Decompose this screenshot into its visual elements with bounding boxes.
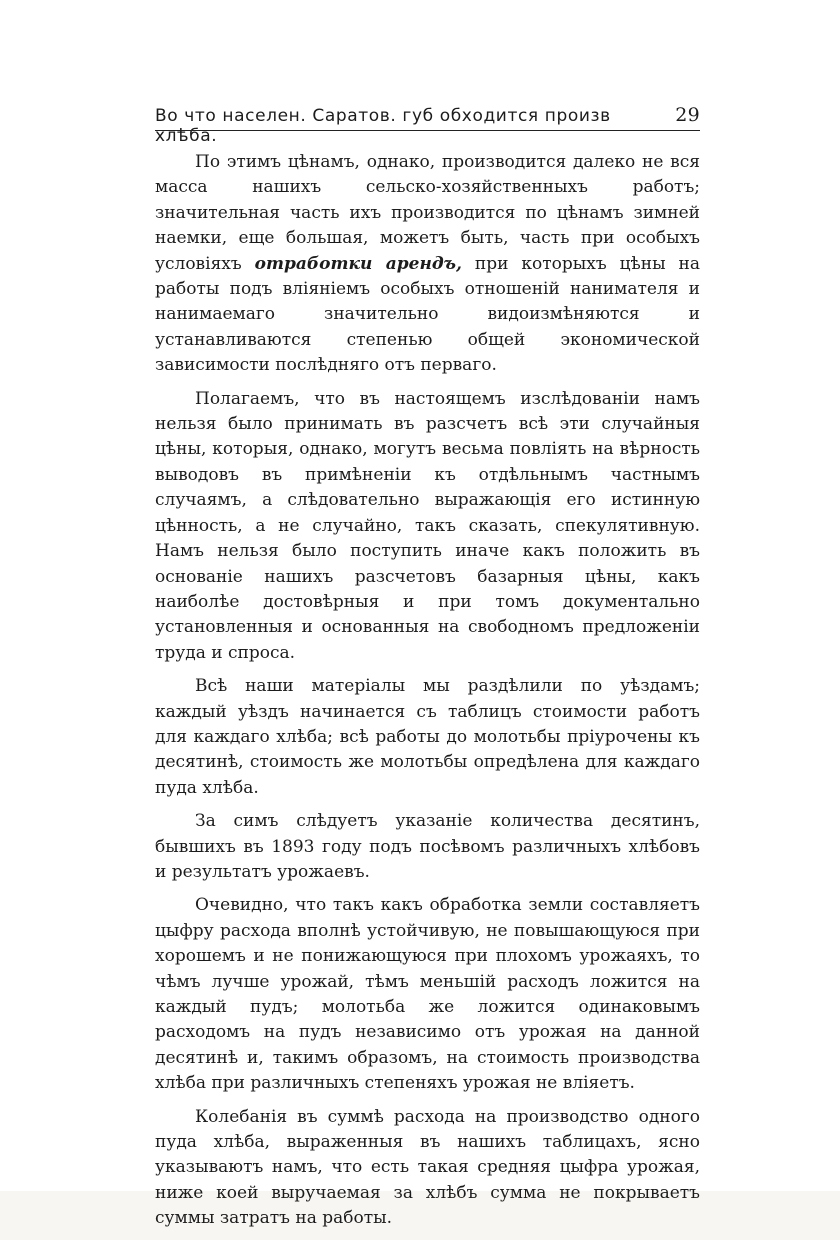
body-text bbox=[155, 150, 700, 1240]
header-rule bbox=[155, 130, 700, 131]
running-header bbox=[155, 104, 700, 146]
paragraph-1-text-a: По этимъ цѣнамъ, однако, производится далеко не вся масса нашихъ сельско-хозяйственныхъ работъ; значительная часть ихъ производится по цѣнамъ зимней наемки, еще большая, можетъ быть, часть при особыхъ условiяхъ bbox=[155, 152, 700, 274]
paragraph-4: За симъ слѣдуетъ указанiе количества десятинъ, бывшихъ въ 1893 году подъ посѣвомъ различныхъ хлѣбовъ и результатъ урожаевъ. bbox=[155, 811, 700, 882]
paragraph-2: Полагаемъ, что въ настоящемъ изслѣдованiи намъ нельзя было принимать въ разсчетъ всѣ эти случайныя цѣны, которыя, однако, могутъ весьма повлiять на вѣрность выводовъ въ примѣненiи къ отдѣльнымъ частнымъ случаямъ, а слѣдовательно выражающiя его истинную цѣнность, а не случайно, такъ сказать, спекулятивную. Намъ нельзя было поступить иначе какъ положить въ основанiе нашихъ разсчетовъ базарныя цѣны, какъ наиболѣе достовѣрныя и при томъ документально установленныя и основанныя на свободномъ предложенiи труда и спроса. bbox=[155, 388, 700, 663]
header-title: Во что населен. Саратов. губ обходится произв хлѣба. bbox=[155, 106, 611, 146]
page-number: 29 bbox=[675, 104, 700, 126]
paragraph-5: Очевидно, что такъ какъ обработка земли составляетъ цыфру расхода вполнѣ устойчивую, не повышающуюся при хорошемъ и не понижающуюся при плохомъ урожаяхъ, то чѣмъ лучше урожай, тѣмъ меньшiй расходъ ложится на каждый пудъ; молотьба же ложится одинаковымъ расходомъ на пудъ незавиcимо отъ урожая на данной десятинѣ и, такимъ образомъ, на стоимость производства хлѣба при различныхъ степеняхъ урожая не влiяетъ. bbox=[155, 895, 700, 1094]
paragraph-1-text-b: при которыхъ цѣны на работы подъ влiянiемъ особыхъ отношенiй нанимателя и нанимаемаго значительно видоизмѣняются и устанавливаются степенью общей экономической зависимости послѣдняго отъ перваго. bbox=[155, 253, 701, 376]
paragraph-6: Колебанiя въ суммѣ расхода на производство одного пуда хлѣба, выраженныя въ нашихъ таблицахъ, ясно указываютъ намъ, что есть такая средняя цыфра урожая, ниже коей выручаемая за хлѣбъ сумма не покрываетъ суммы затратъ на работы. bbox=[155, 1106, 700, 1229]
paragraph-1 bbox=[155, 150, 700, 379]
paragraph-1-emphasis: отработки арендъ, bbox=[254, 253, 462, 274]
paragraph-3: Всѣ наши матерiалы мы раздѣлили по уѣздамъ; каждый уѣздъ начинается съ таблицъ стоимости работъ для каждаго хлѣба; всѣ работы до молотьбы прiурочены къ десятинѣ, стоимость же молотьбы опредѣлена для каждаго пуда хлѣба. bbox=[155, 676, 700, 798]
